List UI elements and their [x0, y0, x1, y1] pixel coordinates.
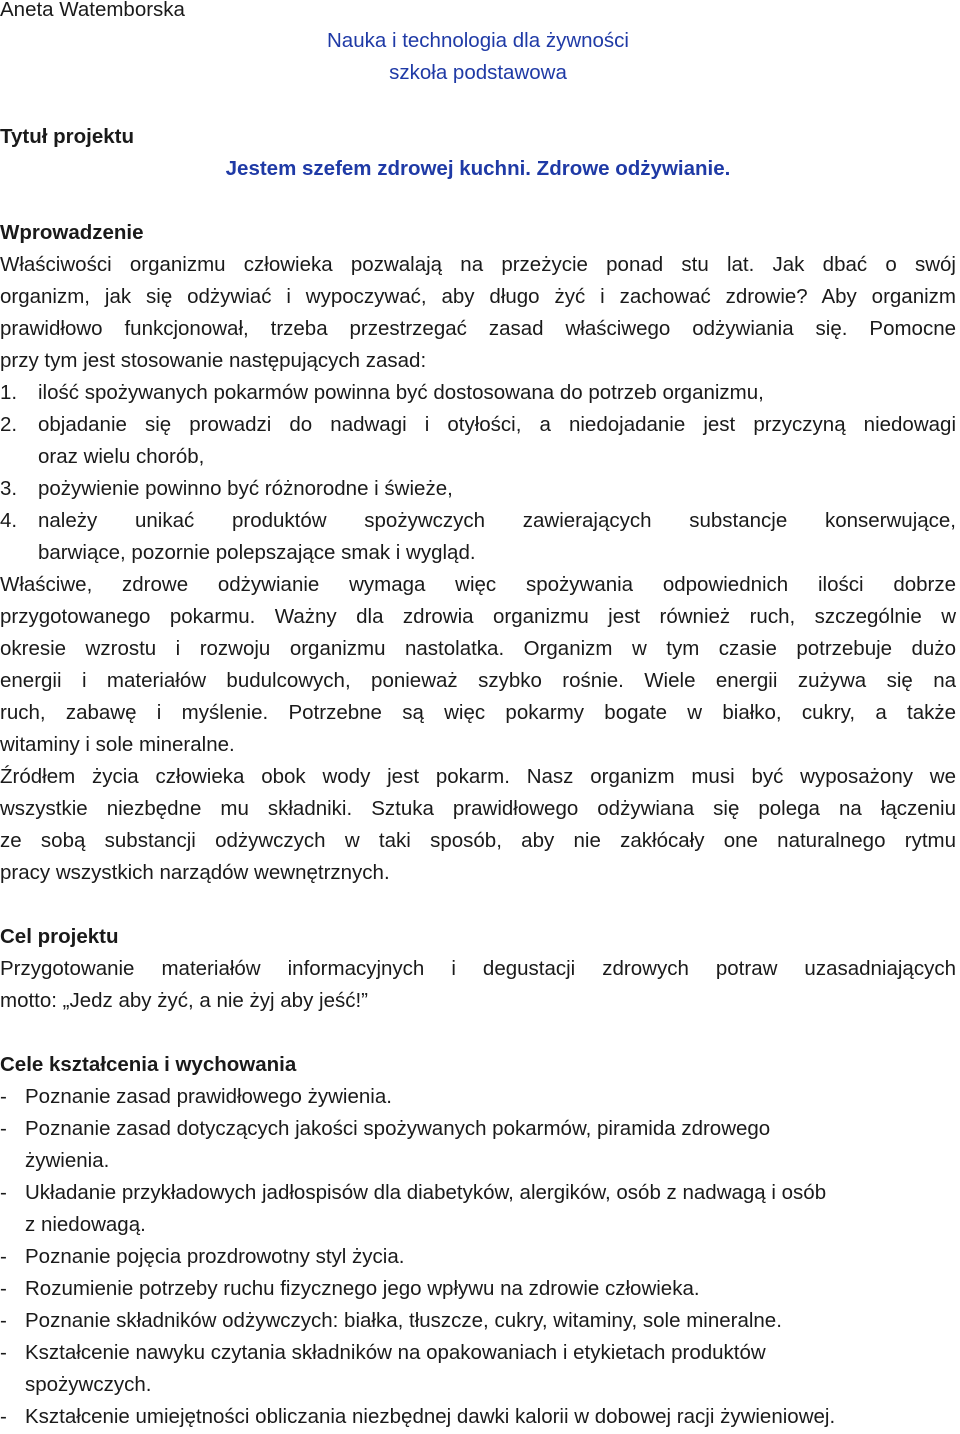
list-item: Kształcenie umiejętności obliczania niezbędnej dawki kalorii w dobowej racji żywieniowej. — [25, 1405, 836, 1428]
list-dash: - — [0, 1245, 7, 1268]
intro-line: organizm, jak się odżywiać i wypoczywać, aby długo żyć i zachować zdrowie? Aby organizm — [0, 285, 956, 308]
paragraph-line: energii i materiałów budulcowych, ponieważ szybko rośnie. Wiele energii zużywa się na — [0, 669, 956, 692]
list-dash: - — [0, 1341, 7, 1364]
list-dash: - — [0, 1309, 7, 1332]
paragraph-line: przygotowanego pokarmu. Ważny dla zdrowia organizmu jest również ruch, szczególnie w — [0, 605, 956, 628]
rule-text: pożywienie powinno być różnorodne i świeże, — [38, 477, 453, 500]
list-dash: - — [0, 1181, 7, 1204]
intro-line: prawidłowo funkcjonował, trzeba przestrzegać zasad właściwego odżywiania się. Pomocne — [0, 317, 956, 340]
edu-heading: Cele kształcenia i wychowania — [0, 1053, 297, 1076]
list-dash: - — [0, 1085, 7, 1108]
rule-text: barwiące, pozornie polepszające smak i wygląd. — [38, 541, 476, 564]
rule-number: 3. — [0, 477, 18, 500]
list-item: Poznanie składników odżywczych: białka, tłuszcze, cukry, witaminy, sole mineralne. — [25, 1309, 782, 1332]
rule-text: objadanie się prowadzi do nadwagi i otyłości, a niedojadanie jest przyczyną niedowagi — [38, 413, 956, 436]
goal-line: motto: „Jedz aby żyć, a nie żyj aby jeść!” — [0, 989, 368, 1012]
school-level: szkoła podstawowa — [389, 61, 567, 84]
title-heading: Tytuł projektu — [0, 125, 135, 148]
list-item: z niedowagą. — [25, 1213, 146, 1236]
rule-number: 1. — [0, 381, 18, 404]
paragraph-line: ruch, zabawę i myślenie. Potrzebne są więc pokarmy bogate w białko, cukry, a także — [0, 701, 956, 724]
list-item: Układanie przykładowych jadłospisów dla diabetyków, alergików, osób z nadwagą i osób — [25, 1181, 827, 1204]
subject-title: Nauka i technologia dla żywności — [327, 29, 629, 52]
list-item: Rozumienie potrzeby ruchu fizycznego jego wpływu na zdrowie człowieka. — [25, 1277, 700, 1300]
intro-heading: Wprowadzenie — [0, 221, 144, 244]
paragraph-line: Właściwe, zdrowe odżywianie wymaga więc spożywania odpowiednich ilości dobrze — [0, 573, 956, 596]
goal-heading: Cel projektu — [0, 925, 119, 948]
list-item: Kształcenie nawyku czytania składników na opakowaniach i etykietach produktów — [25, 1341, 766, 1364]
paragraph-line: okresie wzrostu i rozwoju organizmu nastolatka. Organizm w tym czasie potrzebuje dużo — [0, 637, 956, 660]
intro-line: Właściwości organizmu człowieka pozwalają na przeżycie ponad stu lat. Jak dbać o swój — [0, 253, 956, 276]
paragraph-line: Źródłem życia człowieka obok wody jest pokarm. Nasz organizm musi być wyposażony we — [0, 765, 956, 788]
rule-text: ilość spożywanych pokarmów powinna być dostosowana do potrzeb organizmu, — [38, 381, 764, 404]
list-dash: - — [0, 1405, 7, 1428]
list-item: Poznanie pojęcia prozdrowotny styl życia. — [25, 1245, 405, 1268]
list-item: spożywczych. — [25, 1373, 152, 1396]
author-name: Aneta Watemborska — [0, 0, 185, 21]
rule-number: 2. — [0, 413, 18, 436]
paragraph-line: wszystkie niezbędne mu składniki. Sztuka prawidłowego odżywiana się polega na łączeniu — [0, 797, 956, 820]
paragraph-line: pracy wszystkich narządów wewnętrznych. — [0, 861, 390, 884]
paragraph-line: witaminy i sole mineralne. — [0, 733, 235, 756]
list-dash: - — [0, 1117, 7, 1140]
project-title: Jestem szefem zdrowej kuchni. Zdrowe odżywianie. — [225, 157, 731, 180]
goal-line: Przygotowanie materiałów informacyjnych i degustacji zdrowych potraw uzasadniających — [0, 957, 956, 980]
paragraph-line: ze sobą substancji odżywczych w taki sposób, aby nie zakłócały one naturalnego rytmu — [0, 829, 956, 852]
rule-number: 4. — [0, 509, 18, 532]
rule-text: należy unikać produktów spożywczych zawierających substancje konserwujące, — [38, 509, 956, 532]
rule-text: oraz wielu chorób, — [38, 445, 205, 468]
list-item: Poznanie zasad prawidłowego żywienia. — [25, 1085, 392, 1108]
list-item: Poznanie zasad dotyczących jakości spożywanych pokarmów, piramida zdrowego — [25, 1117, 771, 1140]
list-dash: - — [0, 1277, 7, 1300]
intro-line: przy tym jest stosowanie następujących zasad: — [0, 349, 427, 372]
list-item: żywienia. — [25, 1149, 110, 1172]
